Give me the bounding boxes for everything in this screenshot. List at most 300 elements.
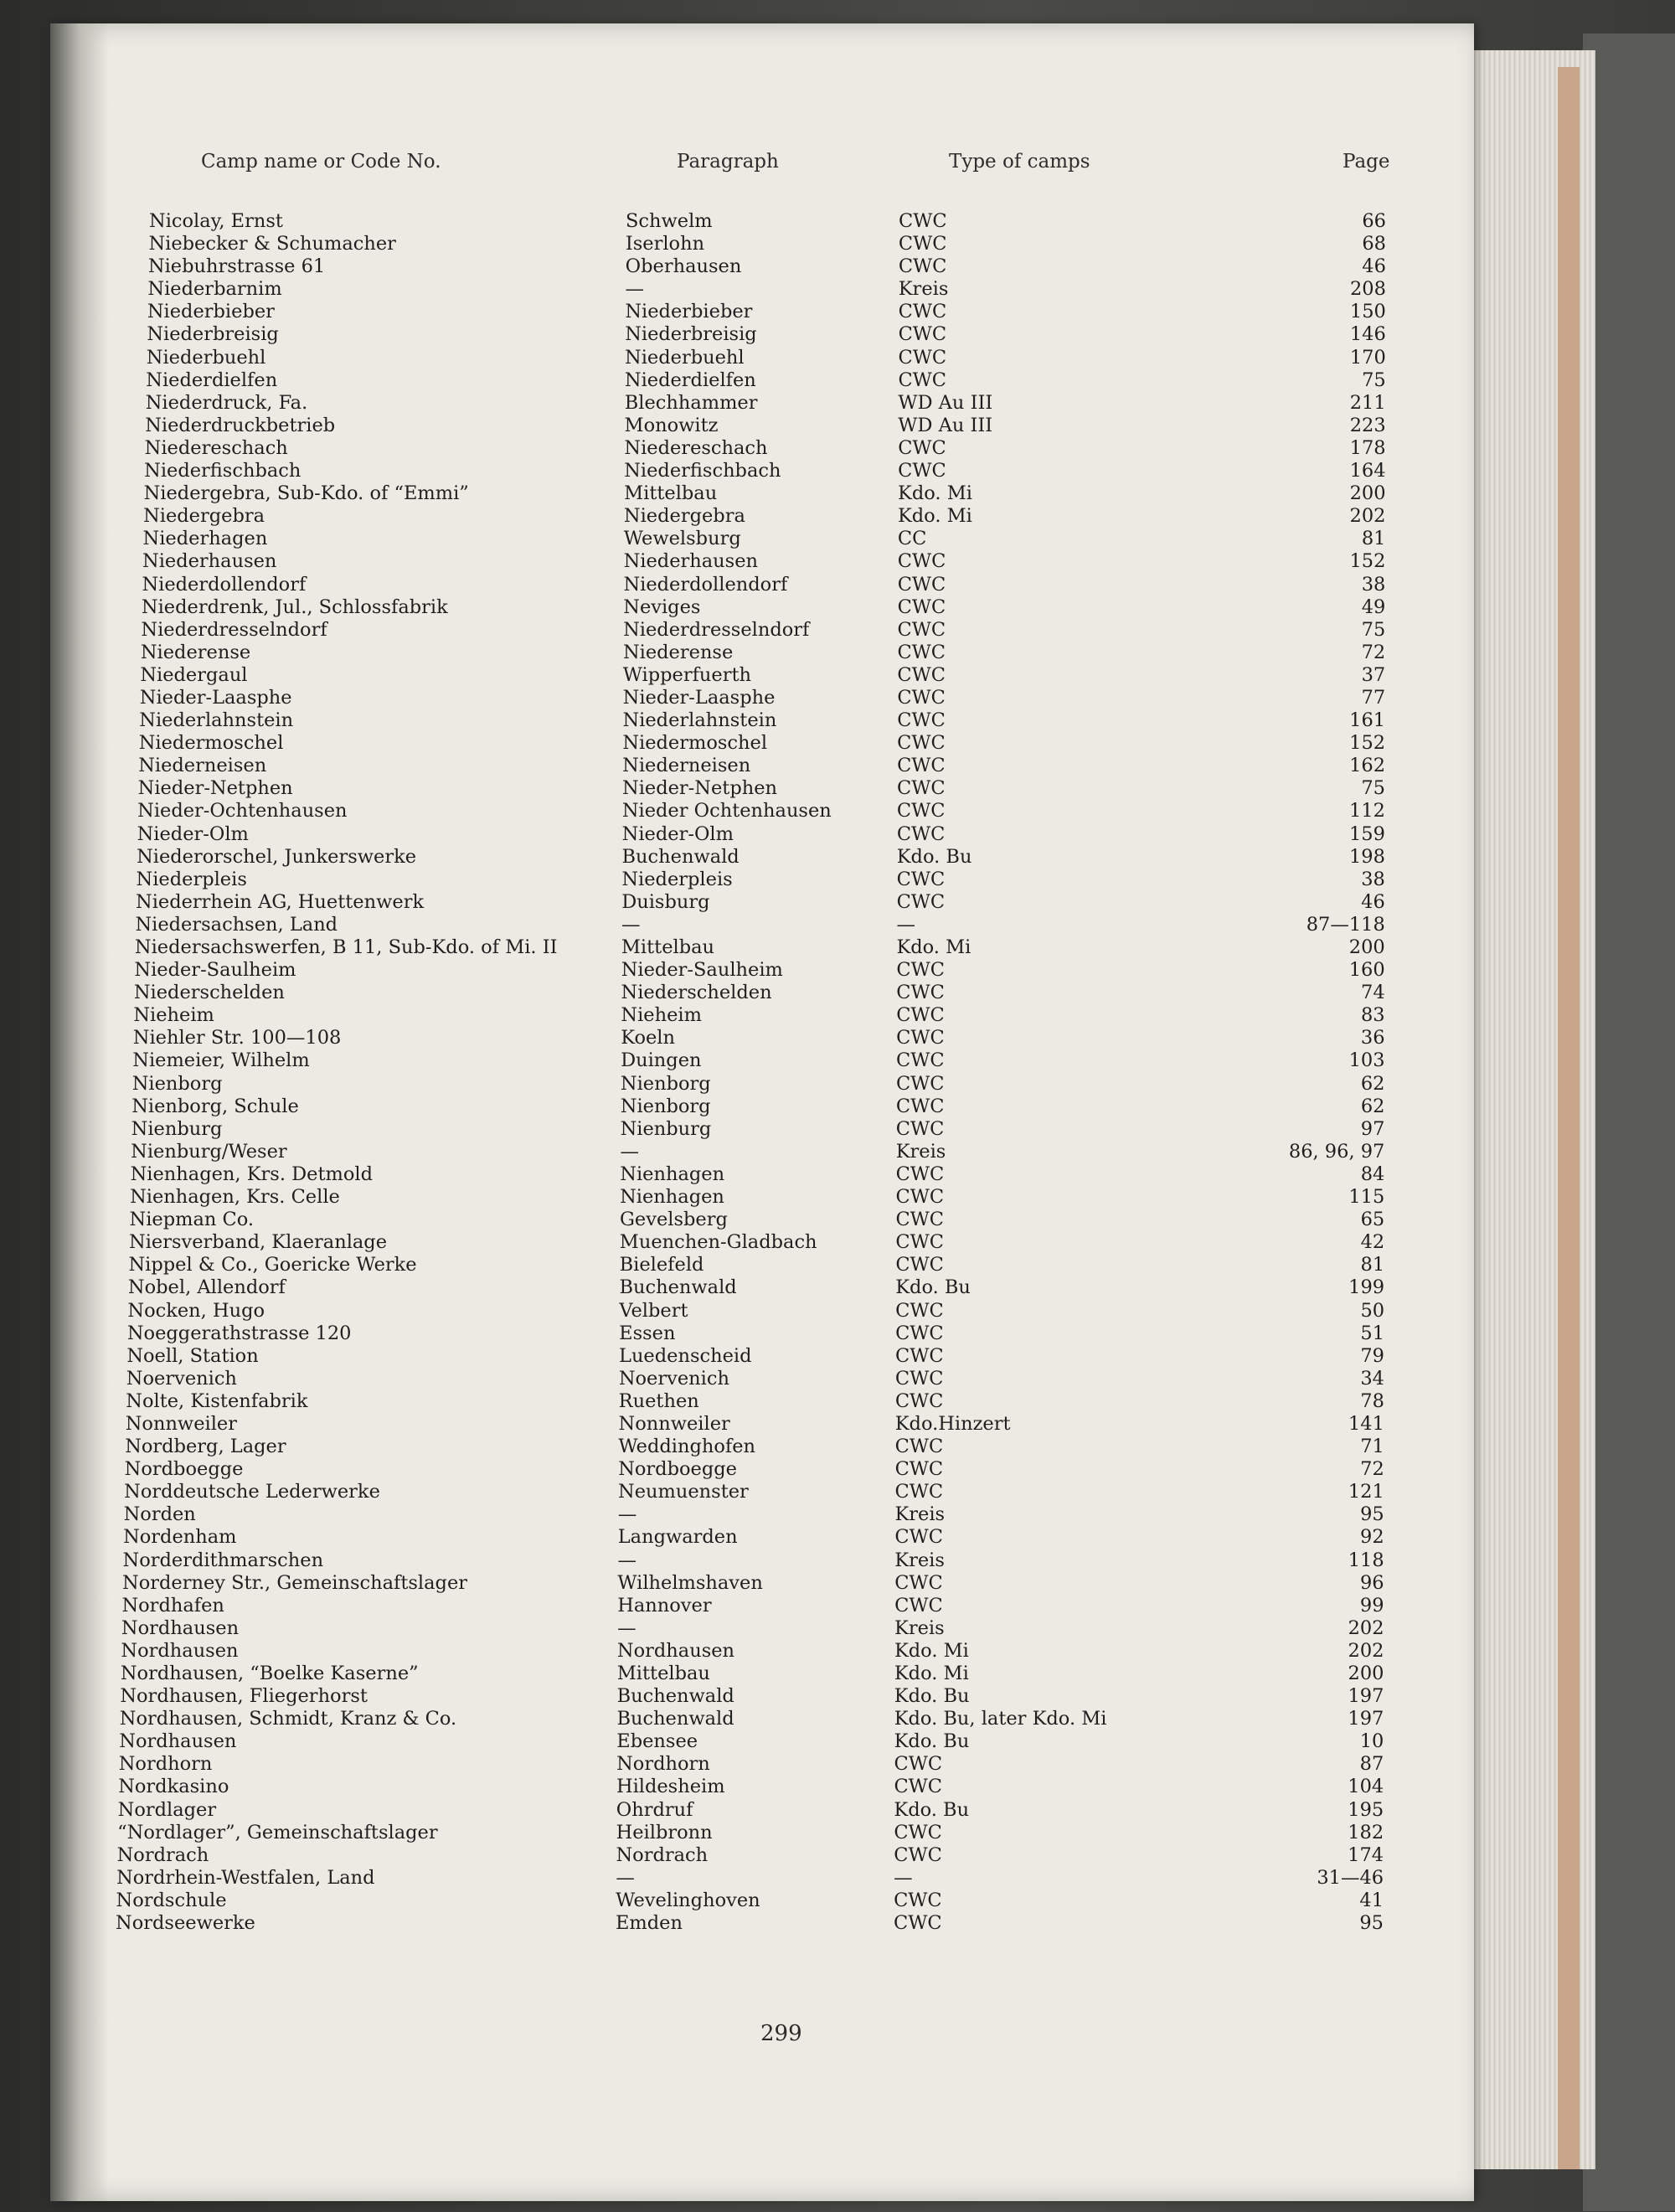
paragraph-cell: Duisburg xyxy=(621,890,710,913)
camp-name-cell: Niederpleis xyxy=(136,868,247,890)
page-cell: 164 xyxy=(1349,460,1386,482)
page-cell: 34 xyxy=(1360,1367,1384,1390)
table-row xyxy=(50,823,1474,846)
camp-name-cell: Nordrach xyxy=(116,1843,209,1866)
table-row xyxy=(50,1481,1474,1503)
type-cell: CWC xyxy=(897,573,946,596)
camp-name-cell: Nordlager xyxy=(117,1798,217,1821)
header-type-of-camps: Type of camps xyxy=(949,151,1090,173)
type-cell: Kdo. Bu xyxy=(894,1798,970,1821)
table-row xyxy=(50,1073,1474,1096)
page-cell: 200 xyxy=(1348,1663,1384,1684)
page-cell: 99 xyxy=(1359,1594,1384,1616)
table-row xyxy=(50,369,1474,392)
page-cell: 46 xyxy=(1361,890,1385,913)
paragraph-cell: Hannover xyxy=(617,1594,712,1616)
table-row xyxy=(50,755,1474,777)
paragraph-cell: Mittelbau xyxy=(621,936,715,958)
paragraph-cell: Langwarden xyxy=(617,1526,738,1549)
type-cell: CWC xyxy=(897,709,946,732)
camp-name-cell: Niedersachswerfen, B 11, Sub-Kdo. of Mi. II xyxy=(134,936,558,958)
camp-name-cell: Nordhafen xyxy=(121,1594,224,1616)
type-cell: CWC xyxy=(896,1027,945,1049)
page-cell: 202 xyxy=(1348,1639,1384,1662)
type-cell: CWC xyxy=(896,822,946,845)
page-cell: 51 xyxy=(1360,1322,1385,1344)
paragraph-cell: Muenchen-Gladbach xyxy=(619,1231,817,1254)
type-cell: CWC xyxy=(897,777,946,800)
paragraph-cell: Essen xyxy=(619,1322,676,1344)
paragraph-cell: Niederbieber xyxy=(625,301,753,323)
paragraph-cell: Niedereschach xyxy=(624,436,768,459)
paragraph-cell: Blechhammer xyxy=(624,391,758,414)
table-row xyxy=(50,1572,1474,1595)
paragraph-cell: Nieder-Saulheim xyxy=(621,959,783,982)
camp-name-cell: Nordhausen xyxy=(121,1639,239,1662)
page-cell: 31—46 xyxy=(1317,1866,1384,1889)
paragraph-cell: Buchenwald xyxy=(621,845,740,868)
camp-name-cell: Nordhausen xyxy=(121,1616,240,1639)
table-row xyxy=(50,1912,1474,1935)
paragraph-cell: Nienburg xyxy=(620,1117,712,1140)
table-row xyxy=(50,1436,1474,1458)
paragraph-cell: Wilhelmshaven xyxy=(617,1571,763,1594)
table-row xyxy=(50,574,1474,596)
camp-name-cell: Nordrhein-Westfalen, Land xyxy=(116,1866,375,1889)
page-cell: 197 xyxy=(1348,1708,1384,1730)
camp-name-cell: Niederbreisig xyxy=(147,323,279,346)
table-row xyxy=(50,1413,1474,1436)
type-cell: Kdo. Bu xyxy=(896,845,972,868)
type-cell: CWC xyxy=(898,323,947,346)
type-cell: CWC xyxy=(894,1912,942,1935)
page-cell: 81 xyxy=(1360,1254,1385,1276)
camp-name-cell: Norderdithmarschen xyxy=(122,1549,324,1571)
table-row xyxy=(50,1096,1474,1118)
type-cell: CWC xyxy=(894,1526,943,1549)
paragraph-cell: Niederbreisig xyxy=(625,323,757,346)
page-cell: 75 xyxy=(1362,369,1386,391)
type-cell: CWC xyxy=(898,301,947,323)
camp-name-cell: Niederfischbach xyxy=(144,460,302,482)
table-row xyxy=(50,1049,1474,1072)
page-cell: 79 xyxy=(1360,1344,1384,1367)
type-cell: CWC xyxy=(897,755,946,777)
camp-name-cell: Niederdrenk, Jul., Schlossfabrik xyxy=(141,596,448,618)
page-cell: 66 xyxy=(1362,210,1386,232)
paragraph-cell: Schwelm xyxy=(626,210,713,232)
paragraph-cell: — xyxy=(617,1503,637,1526)
page-cell: 112 xyxy=(1349,800,1385,822)
type-cell: CWC xyxy=(895,1299,944,1322)
paragraph-cell: Buchenwald xyxy=(619,1276,737,1299)
table-row xyxy=(50,914,1474,936)
table-row xyxy=(50,664,1474,687)
type-cell: CWC xyxy=(894,1594,943,1616)
page-cell: 84 xyxy=(1360,1163,1385,1185)
paragraph-cell: Monowitz xyxy=(624,414,719,436)
paragraph-cell: Gevelsberg xyxy=(619,1209,728,1231)
table-row xyxy=(50,846,1474,869)
page-cell: 46 xyxy=(1362,255,1386,278)
paragraph-cell: Weddinghofen xyxy=(618,1436,756,1458)
camp-name-cell: Noervenich xyxy=(126,1367,237,1390)
paragraph-cell: Nieder Ochtenhausen xyxy=(621,800,832,822)
type-cell: CWC xyxy=(897,618,946,641)
type-cell: CWC xyxy=(898,460,946,482)
page-cell: 87—118 xyxy=(1306,913,1385,936)
camp-name-cell: Nordkasino xyxy=(118,1776,229,1798)
paragraph-cell: Wewelsburg xyxy=(623,528,741,550)
table-row xyxy=(50,732,1474,755)
camp-name-cell: Niederneisen xyxy=(138,755,267,777)
camp-name-cell: Nordseewerke xyxy=(116,1912,255,1935)
camp-name-cell: “Nordlager”, Gemeinschaftslager xyxy=(117,1821,438,1843)
paragraph-cell: Niedermoschel xyxy=(622,732,768,755)
table-row xyxy=(50,528,1474,550)
type-cell: — xyxy=(894,1866,913,1889)
camp-name-cell: Nordboegge xyxy=(124,1458,244,1481)
table-row xyxy=(50,1526,1474,1549)
camp-name-cell: Nordhausen, Schmidt, Kranz & Co. xyxy=(119,1708,457,1730)
page-cell: 71 xyxy=(1360,1436,1384,1458)
page-cell: 121 xyxy=(1348,1481,1384,1503)
type-cell: Kdo. Mi xyxy=(894,1639,969,1662)
table-row xyxy=(50,1231,1474,1254)
camp-name-cell: Niederhagen xyxy=(142,528,268,550)
type-cell: CWC xyxy=(894,1367,944,1390)
camp-name-cell: Niehler Str. 100—108 xyxy=(132,1027,342,1049)
camp-name-cell: Nocken, Hugo xyxy=(127,1299,265,1322)
camp-name-cell: Nippel & Co., Goericke Werke xyxy=(128,1254,417,1276)
type-cell: CWC xyxy=(899,210,947,232)
table-row xyxy=(50,278,1474,301)
table-row xyxy=(50,1867,1474,1890)
paragraph-cell: Ruethen xyxy=(618,1390,699,1412)
paragraph-cell: — xyxy=(617,1549,637,1571)
paragraph-cell: Neumuenster xyxy=(618,1481,749,1503)
type-cell: CWC xyxy=(895,1163,945,1185)
page-edge-band xyxy=(1558,67,1580,2169)
camp-name-cell: Niederbarnim xyxy=(147,278,282,301)
table-row xyxy=(50,1890,1474,1912)
type-cell: CWC xyxy=(896,1049,945,1072)
camp-name-cell: Niederlahnstein xyxy=(139,709,294,732)
type-cell: CWC xyxy=(897,641,946,663)
paragraph-cell: Ohrdruf xyxy=(616,1798,693,1821)
camp-name-cell: Norden xyxy=(123,1503,196,1526)
type-cell: CWC xyxy=(898,346,947,369)
page-cell: 96 xyxy=(1359,1571,1384,1594)
camp-name-cell: Nordschule xyxy=(116,1889,227,1911)
camp-name-cell: Norddeutsche Lederwerke xyxy=(124,1481,380,1503)
type-cell: CWC xyxy=(898,255,947,278)
paragraph-cell: Niederdollendorf xyxy=(623,573,788,596)
paragraph-cell: Neviges xyxy=(623,596,701,618)
paragraph-cell: Niederschelden xyxy=(621,982,772,1004)
type-cell: Kreis xyxy=(894,1549,945,1571)
index-table xyxy=(50,210,1474,1935)
paragraph-cell: Niederbuehl xyxy=(625,346,745,369)
paragraph-cell: Nonnweiler xyxy=(618,1412,730,1435)
type-cell: CWC xyxy=(895,1072,945,1095)
paragraph-cell: Velbert xyxy=(619,1299,688,1322)
paragraph-cell: Nienhagen xyxy=(620,1163,725,1185)
type-cell: CWC xyxy=(896,982,945,1004)
table-row xyxy=(50,1822,1474,1844)
type-cell: CWC xyxy=(894,1390,944,1412)
camp-name-cell: Niederbieber xyxy=(147,301,275,323)
header-camp-name: Camp name or Code No. xyxy=(201,151,441,173)
table-row xyxy=(50,1027,1474,1049)
table-row xyxy=(50,891,1474,914)
page-cell: 83 xyxy=(1360,1004,1385,1027)
paragraph-cell: Niedergebra xyxy=(623,505,745,528)
type-cell: CWC xyxy=(897,663,946,686)
paragraph-cell: Niederfischbach xyxy=(624,460,781,482)
type-cell: WD Au III xyxy=(898,391,993,414)
table-row xyxy=(50,1141,1474,1163)
camp-name-cell: Nieder-Netphen xyxy=(137,777,293,800)
type-cell: Kdo. Mi xyxy=(898,482,972,505)
page-cell: 170 xyxy=(1349,346,1386,369)
paragraph-cell: Hildesheim xyxy=(616,1776,725,1798)
camp-name-cell: Nienborg xyxy=(131,1072,223,1095)
type-cell: CWC xyxy=(894,1436,944,1458)
table-row xyxy=(50,1503,1474,1526)
header-page: Page xyxy=(1343,151,1390,173)
paragraph-cell: Koeln xyxy=(621,1027,675,1049)
page-cell: 174 xyxy=(1348,1843,1384,1866)
page-cell: 68 xyxy=(1362,233,1386,255)
page-cell: 86, 96, 97 xyxy=(1288,1140,1385,1163)
type-cell: — xyxy=(896,913,916,936)
binding-cloth xyxy=(1583,34,1675,2211)
table-row xyxy=(50,642,1474,664)
table-row xyxy=(50,1708,1474,1730)
table-row xyxy=(50,709,1474,732)
type-cell: CWC xyxy=(894,1776,943,1798)
camp-name-cell: Niederorschel, Junkerswerke xyxy=(137,845,417,868)
camp-name-cell: Niederdollendorf xyxy=(142,573,307,596)
table-row xyxy=(50,1685,1474,1708)
type-cell: CWC xyxy=(896,890,946,913)
paragraph-cell: — xyxy=(625,278,645,301)
page-cell: 115 xyxy=(1348,1186,1385,1209)
paragraph-cell: Wevelinghoven xyxy=(616,1889,760,1911)
page-cell: 202 xyxy=(1349,505,1386,528)
camp-name-cell: Niepman Co. xyxy=(129,1209,255,1231)
camp-name-cell: Nienburg/Weser xyxy=(131,1140,287,1163)
type-cell: CWC xyxy=(895,1231,944,1254)
type-cell: CWC xyxy=(894,1843,942,1866)
table-row xyxy=(50,936,1474,959)
type-cell: CWC xyxy=(895,1322,944,1344)
page-cell: 95 xyxy=(1359,1912,1384,1935)
table-row xyxy=(50,1345,1474,1368)
type-cell: CWC xyxy=(894,1753,943,1776)
table-row xyxy=(50,301,1474,323)
page-cell: 37 xyxy=(1361,663,1386,686)
paragraph-cell: Niederpleis xyxy=(621,868,733,890)
camp-name-cell: Nonnweiler xyxy=(125,1412,237,1435)
camp-name-cell: Nieder-Ochtenhausen xyxy=(137,800,348,822)
type-cell: Kreis xyxy=(898,278,949,301)
paragraph-cell: Nordrach xyxy=(616,1843,709,1866)
table-row xyxy=(50,505,1474,528)
page-cell: 78 xyxy=(1360,1390,1384,1412)
camp-name-cell: Nieder-Laasphe xyxy=(139,686,292,709)
page-cell: 74 xyxy=(1361,982,1385,1004)
page-cell: 178 xyxy=(1349,436,1386,459)
camp-name-cell: Niederrhein AG, Huettenwerk xyxy=(136,890,425,913)
camp-name-cell: Niedergebra, Sub-Kdo. of “Emmi” xyxy=(143,482,469,505)
page-cell: 118 xyxy=(1348,1549,1384,1571)
paragraph-cell: Niederdresselndorf xyxy=(623,618,810,641)
type-cell: CWC xyxy=(896,800,946,822)
table-row xyxy=(50,1276,1474,1299)
type-cell: Kdo. Bu xyxy=(894,1730,970,1753)
paragraph-cell: Niederlahnstein xyxy=(622,709,777,732)
table-row xyxy=(50,347,1474,369)
table-row xyxy=(50,1209,1474,1231)
page-cell: 42 xyxy=(1360,1231,1385,1254)
table-row xyxy=(50,1663,1474,1685)
type-cell: CWC xyxy=(897,596,946,618)
camp-name-cell: Nobel, Allendorf xyxy=(127,1276,286,1299)
camp-name-cell: Noeggerathstrasse 120 xyxy=(126,1322,352,1344)
camp-name-cell: Nieheim xyxy=(133,1004,214,1027)
table-row xyxy=(50,1617,1474,1640)
paragraph-cell: Nordboegge xyxy=(618,1458,737,1481)
table-row xyxy=(50,687,1474,709)
camp-name-cell: Nolte, Kistenfabrik xyxy=(126,1390,308,1412)
camp-name-cell: Niederense xyxy=(140,641,251,663)
page-cell: 103 xyxy=(1348,1049,1385,1072)
camp-name-cell: Niederdielfen xyxy=(146,369,278,391)
camp-name-cell: Niemeier, Wilhelm xyxy=(132,1049,310,1072)
page-cell: 160 xyxy=(1348,959,1385,982)
camp-name-cell: Noell, Station xyxy=(126,1344,259,1367)
page-cell: 62 xyxy=(1360,1095,1385,1117)
paragraph-cell: Niederneisen xyxy=(622,755,751,777)
table-row xyxy=(50,550,1474,573)
page-cell: 50 xyxy=(1360,1299,1385,1322)
page-cell: 197 xyxy=(1348,1685,1384,1708)
page-cell: 87 xyxy=(1359,1753,1384,1776)
page-cell: 49 xyxy=(1361,596,1386,618)
table-row xyxy=(50,982,1474,1004)
page-cell: 97 xyxy=(1360,1117,1385,1140)
table-row xyxy=(50,1458,1474,1481)
page-cell: 200 xyxy=(1349,482,1386,505)
type-cell: CC xyxy=(897,528,927,550)
camp-name-cell: Niedergebra xyxy=(143,505,265,528)
paragraph-cell: — xyxy=(617,1616,636,1639)
camp-name-cell: Nienhagen, Krs. Detmold xyxy=(130,1163,373,1185)
table-row xyxy=(50,255,1474,278)
table-row xyxy=(50,1186,1474,1209)
table-row xyxy=(50,1323,1474,1345)
page-cell: 161 xyxy=(1349,709,1386,732)
type-cell: CWC xyxy=(895,1095,945,1117)
table-row xyxy=(50,323,1474,346)
paragraph-cell: Oberhausen xyxy=(625,255,742,278)
camp-name-cell: Niederbuehl xyxy=(146,346,266,369)
page-cell: 95 xyxy=(1360,1503,1384,1526)
type-cell: CWC xyxy=(894,1458,944,1481)
table-row xyxy=(50,415,1474,437)
table-row xyxy=(50,1163,1474,1186)
type-cell: Kdo.Hinzert xyxy=(894,1412,1011,1435)
table-row xyxy=(50,482,1474,505)
table-row xyxy=(50,777,1474,800)
page-cell: 65 xyxy=(1360,1209,1385,1231)
type-cell: CWC xyxy=(895,1209,945,1231)
type-cell: CWC xyxy=(895,1254,944,1276)
type-cell: CWC xyxy=(897,732,946,755)
camp-name-cell: Niederschelden xyxy=(133,982,285,1004)
page-cell: 146 xyxy=(1349,323,1386,346)
page-cell: 162 xyxy=(1349,755,1386,777)
type-cell: CWC xyxy=(897,550,946,573)
table-row xyxy=(50,1390,1474,1413)
paragraph-cell: Niederense xyxy=(622,641,734,663)
camp-name-cell: Nordberg, Lager xyxy=(125,1436,286,1458)
paragraph-cell: Noervenich xyxy=(618,1367,729,1390)
page-cell: 152 xyxy=(1349,732,1386,755)
camp-name-cell: Norderney Str., Gemeinschaftslager xyxy=(122,1571,468,1594)
page-cell: 72 xyxy=(1360,1458,1384,1481)
type-cell: CWC xyxy=(898,436,946,459)
page-number: 299 xyxy=(760,2021,802,2046)
paragraph-cell: Nienhagen xyxy=(620,1186,724,1209)
camp-name-cell: Niersverband, Klaeranlage xyxy=(129,1231,388,1254)
camp-name-cell: Nordhausen, “Boelke Kaserne” xyxy=(120,1663,419,1684)
table-row xyxy=(50,437,1474,460)
table-row xyxy=(50,1549,1474,1572)
page-cell: 152 xyxy=(1349,550,1386,573)
camp-name-cell: Nordenham xyxy=(123,1526,237,1549)
table-row xyxy=(50,959,1474,982)
camp-name-cell: Niebuhrstrasse 61 xyxy=(147,255,326,278)
paragraph-cell: — xyxy=(616,1866,635,1889)
page-cell: 199 xyxy=(1348,1276,1385,1299)
type-cell: CWC xyxy=(894,1821,942,1843)
page-cell: 159 xyxy=(1348,822,1385,845)
camp-name-cell: Niederhausen xyxy=(142,550,277,573)
paragraph-cell: Nienborg xyxy=(620,1095,711,1117)
camp-name-cell: Niebecker & Schumacher xyxy=(148,233,396,255)
page-cell: 182 xyxy=(1348,1821,1384,1843)
type-cell: CWC xyxy=(896,868,946,890)
camp-name-cell: Niederdruckbetrieb xyxy=(145,414,336,436)
camp-name-cell: Niedersachsen, Land xyxy=(135,913,338,936)
type-cell: CWC xyxy=(896,959,945,982)
paragraph-cell: Nienborg xyxy=(620,1072,711,1095)
table-row xyxy=(50,1595,1474,1617)
paragraph-cell: Nordhorn xyxy=(616,1753,710,1776)
camp-name-cell: Nieder-Olm xyxy=(137,822,249,845)
page-cell: 223 xyxy=(1349,414,1386,436)
paragraph-cell: Nordhausen xyxy=(616,1639,735,1662)
page-cell: 208 xyxy=(1349,278,1386,301)
paragraph-cell: Luedenscheid xyxy=(619,1344,752,1367)
paragraph-cell: Buchenwald xyxy=(616,1685,734,1708)
paragraph-cell: Mittelbau xyxy=(616,1663,710,1684)
page-cell: 75 xyxy=(1361,618,1386,641)
paragraph-cell: Emden xyxy=(616,1912,683,1935)
